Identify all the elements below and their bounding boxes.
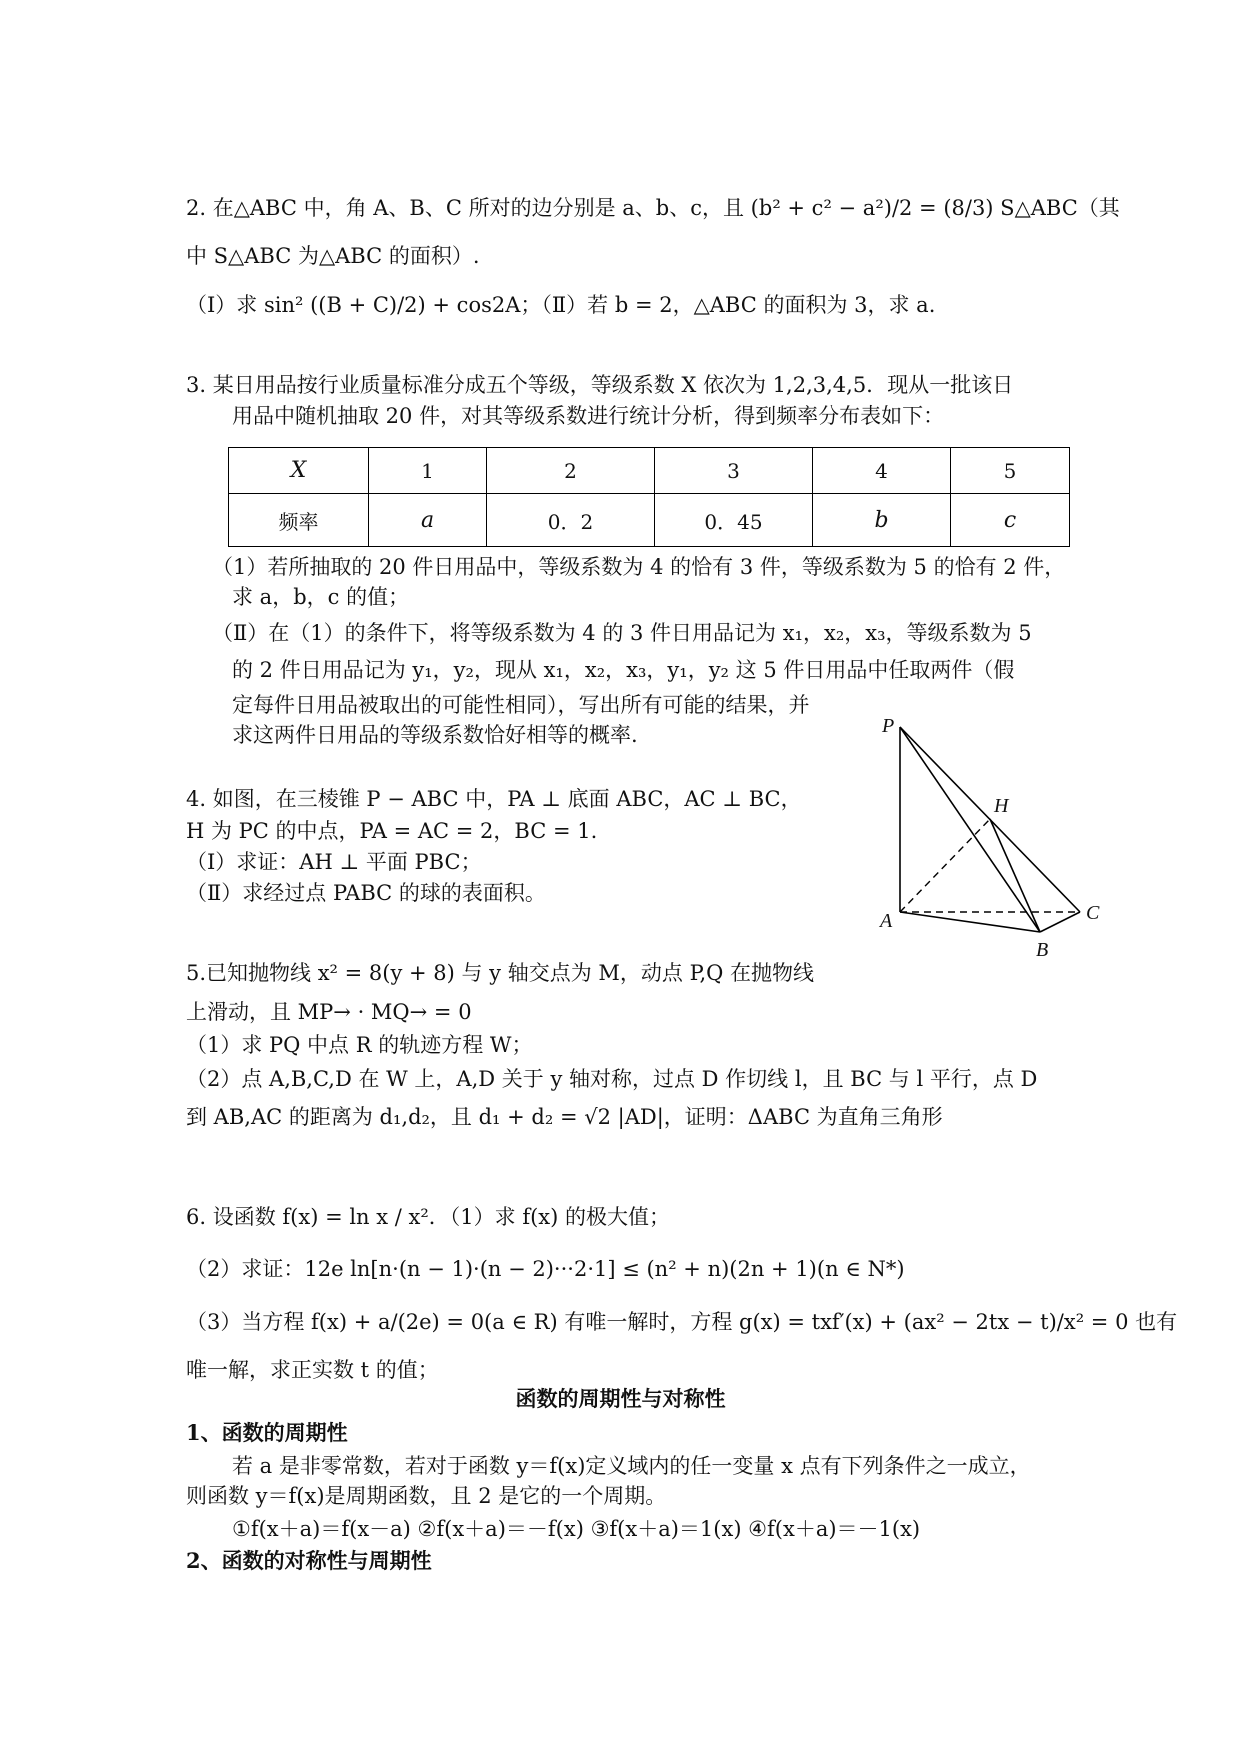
- q5-line-3: （1）求 PQ 中点 R 的轨迹方程 W；: [186, 1033, 533, 1057]
- q6-line-2: （2）求证：12e ln[n·(n − 1)·(n − 2)···2·1] ≤ (n² + n)(2n + 1)(n ∈ N*): [186, 1257, 905, 1281]
- edge-bc: [1040, 912, 1080, 932]
- q6-line-1: 6. 设函数 f(x) = ln x / x²．（1）求 f(x) 的极大值；: [186, 1205, 670, 1229]
- label-h: H: [994, 795, 1009, 817]
- q5-line-4: （2）点 A,B,C,D 在 W 上，A,D 关于 y 轴对称，过点 D 作切线 l，且 BC 与 l 平行，点 D: [186, 1067, 1038, 1091]
- section-paragraph-1: 若 a 是非零常数，若对于函数 y＝f(x)定义域内的任一变量 x 点有下列条件之一成立，: [232, 1454, 1031, 1478]
- table-cell: c: [951, 494, 1070, 547]
- edge-ab: [900, 912, 1040, 932]
- q3-part1-line-b: 求 a，b，c 的值；: [232, 585, 410, 609]
- q3-line-2: 用品中随机抽取 20 件，对其等级系数进行统计分析，得到频率分布表如下：: [232, 404, 945, 428]
- table-cell: 4: [813, 448, 951, 494]
- frequency-table: [228, 447, 1070, 547]
- section-heading-2: 2、函数的对称性与周期性: [186, 1548, 432, 1573]
- table-cell: 1: [369, 448, 487, 494]
- table-cell: 3: [655, 448, 813, 494]
- table-cell: 0．2: [487, 494, 655, 547]
- q6-line-4: 唯一解，求正实数 t 的值；: [186, 1358, 439, 1382]
- q3-part2-line-a: （Ⅱ）在（1）的条件下，将等级系数为 4 的 3 件日用品记为 x₁，x₂，x₃，等级系数为 5: [212, 621, 1032, 645]
- table-row: [229, 494, 1070, 547]
- table-cell: b: [813, 494, 951, 547]
- q3-part1-line-a: （1）若所抽取的 20 件日用品中，等级系数为 4 的恰有 3 件，等级系数为 5 的恰有 2 件，: [212, 555, 1066, 579]
- q3-part2-line-b: 的 2 件日用品记为 y₁，y₂，现从 x₁，x₂，x₃，y₁，y₂ 这 5 件日用品中任取两件（假: [232, 658, 1015, 682]
- q2-line-2: 中 S△ABC 为△ABC 的面积）.: [186, 244, 480, 268]
- table-cell: 5: [951, 448, 1070, 494]
- q4-line-1: 4. 如图，在三棱锥 P − ABC 中，PA ⊥ 底面 ABC，AC ⊥ BC，: [186, 787, 802, 811]
- segment-ah-dashed: [900, 819, 990, 912]
- table-cell: X: [229, 448, 369, 494]
- q3-line-1: 3. 某日用品按行业质量标准分成五个等级，等级系数 X 依次为 1,2,3,4,5．现从一批该日: [186, 373, 1014, 397]
- tetrahedron-figure: [860, 712, 1120, 962]
- section-conditions: ①f(x＋a)＝f(x－a) ②f(x＋a)＝－f(x) ③f(x＋a)＝1(x) ④f(x＋a)＝－1(x): [232, 1517, 921, 1541]
- table-header-row: [229, 448, 1070, 494]
- table-cell: 2: [487, 448, 655, 494]
- section-title: 函数的周期性与对称性: [515, 1386, 726, 1411]
- table-cell: 0．45: [655, 494, 813, 547]
- section-heading-1: 1、函数的周期性: [186, 1420, 348, 1445]
- q6-line-3: （3）当方程 f(x) + a/(2e) = 0(a ∈ R) 有唯一解时，方程 g(x) = txf′(x) + (ax² − 2tx − t)/x² = 0 也有: [186, 1310, 1178, 1334]
- label-a: A: [880, 910, 893, 932]
- table-cell: a: [369, 494, 487, 547]
- q5-line-1: 5.已知抛物线 x² = 8(y + 8) 与 y 轴交点为 M，动点 P,Q 在抛物线: [186, 961, 815, 985]
- q4-line-2: H 为 PC 的中点，PA = AC = 2，BC = 1.: [186, 819, 598, 843]
- q2-line-3: （Ⅰ）求 sin² ((B + C)/2) + cos2A；（Ⅱ）若 b = 2，△ABC 的面积为 3，求 a.: [186, 293, 936, 317]
- q5-line-2: 上滑动，且 MP→ · MQ→ = 0: [186, 1000, 472, 1024]
- q4-line-3: （Ⅰ）求证：AH ⊥ 平面 PBC；: [186, 850, 482, 874]
- label-b: B: [1036, 939, 1049, 961]
- table-cell: 频率: [229, 494, 369, 547]
- segment-hb: [990, 819, 1040, 932]
- q2-line-1: 2. 在△ABC 中，角 A、B、C 所对的边分别是 a、b、c，且 (b² + c² − a²)/2 = (8/3) S△ABC（其: [186, 196, 1120, 220]
- label-p: P: [882, 715, 895, 737]
- q3-part2-line-d: 求这两件日用品的等级系数恰好相等的概率.: [232, 723, 638, 747]
- edge-pb: [900, 727, 1040, 932]
- section-paragraph-2: 则函数 y＝f(x)是周期函数，且 2 是它的一个周期。: [186, 1484, 667, 1508]
- label-c: C: [1086, 902, 1100, 924]
- q5-line-5: 到 AB,AC 的距离为 d₁,d₂，且 d₁ + d₂ = √2 |AD|，证明：ΔABC 为直角三角形: [186, 1105, 943, 1129]
- q3-part2-line-c: 定每件日用品被取出的可能性相同），写出所有可能的结果，并: [232, 693, 810, 717]
- q4-line-4: （Ⅱ）求经过点 PABC 的球的表面积。: [186, 881, 546, 905]
